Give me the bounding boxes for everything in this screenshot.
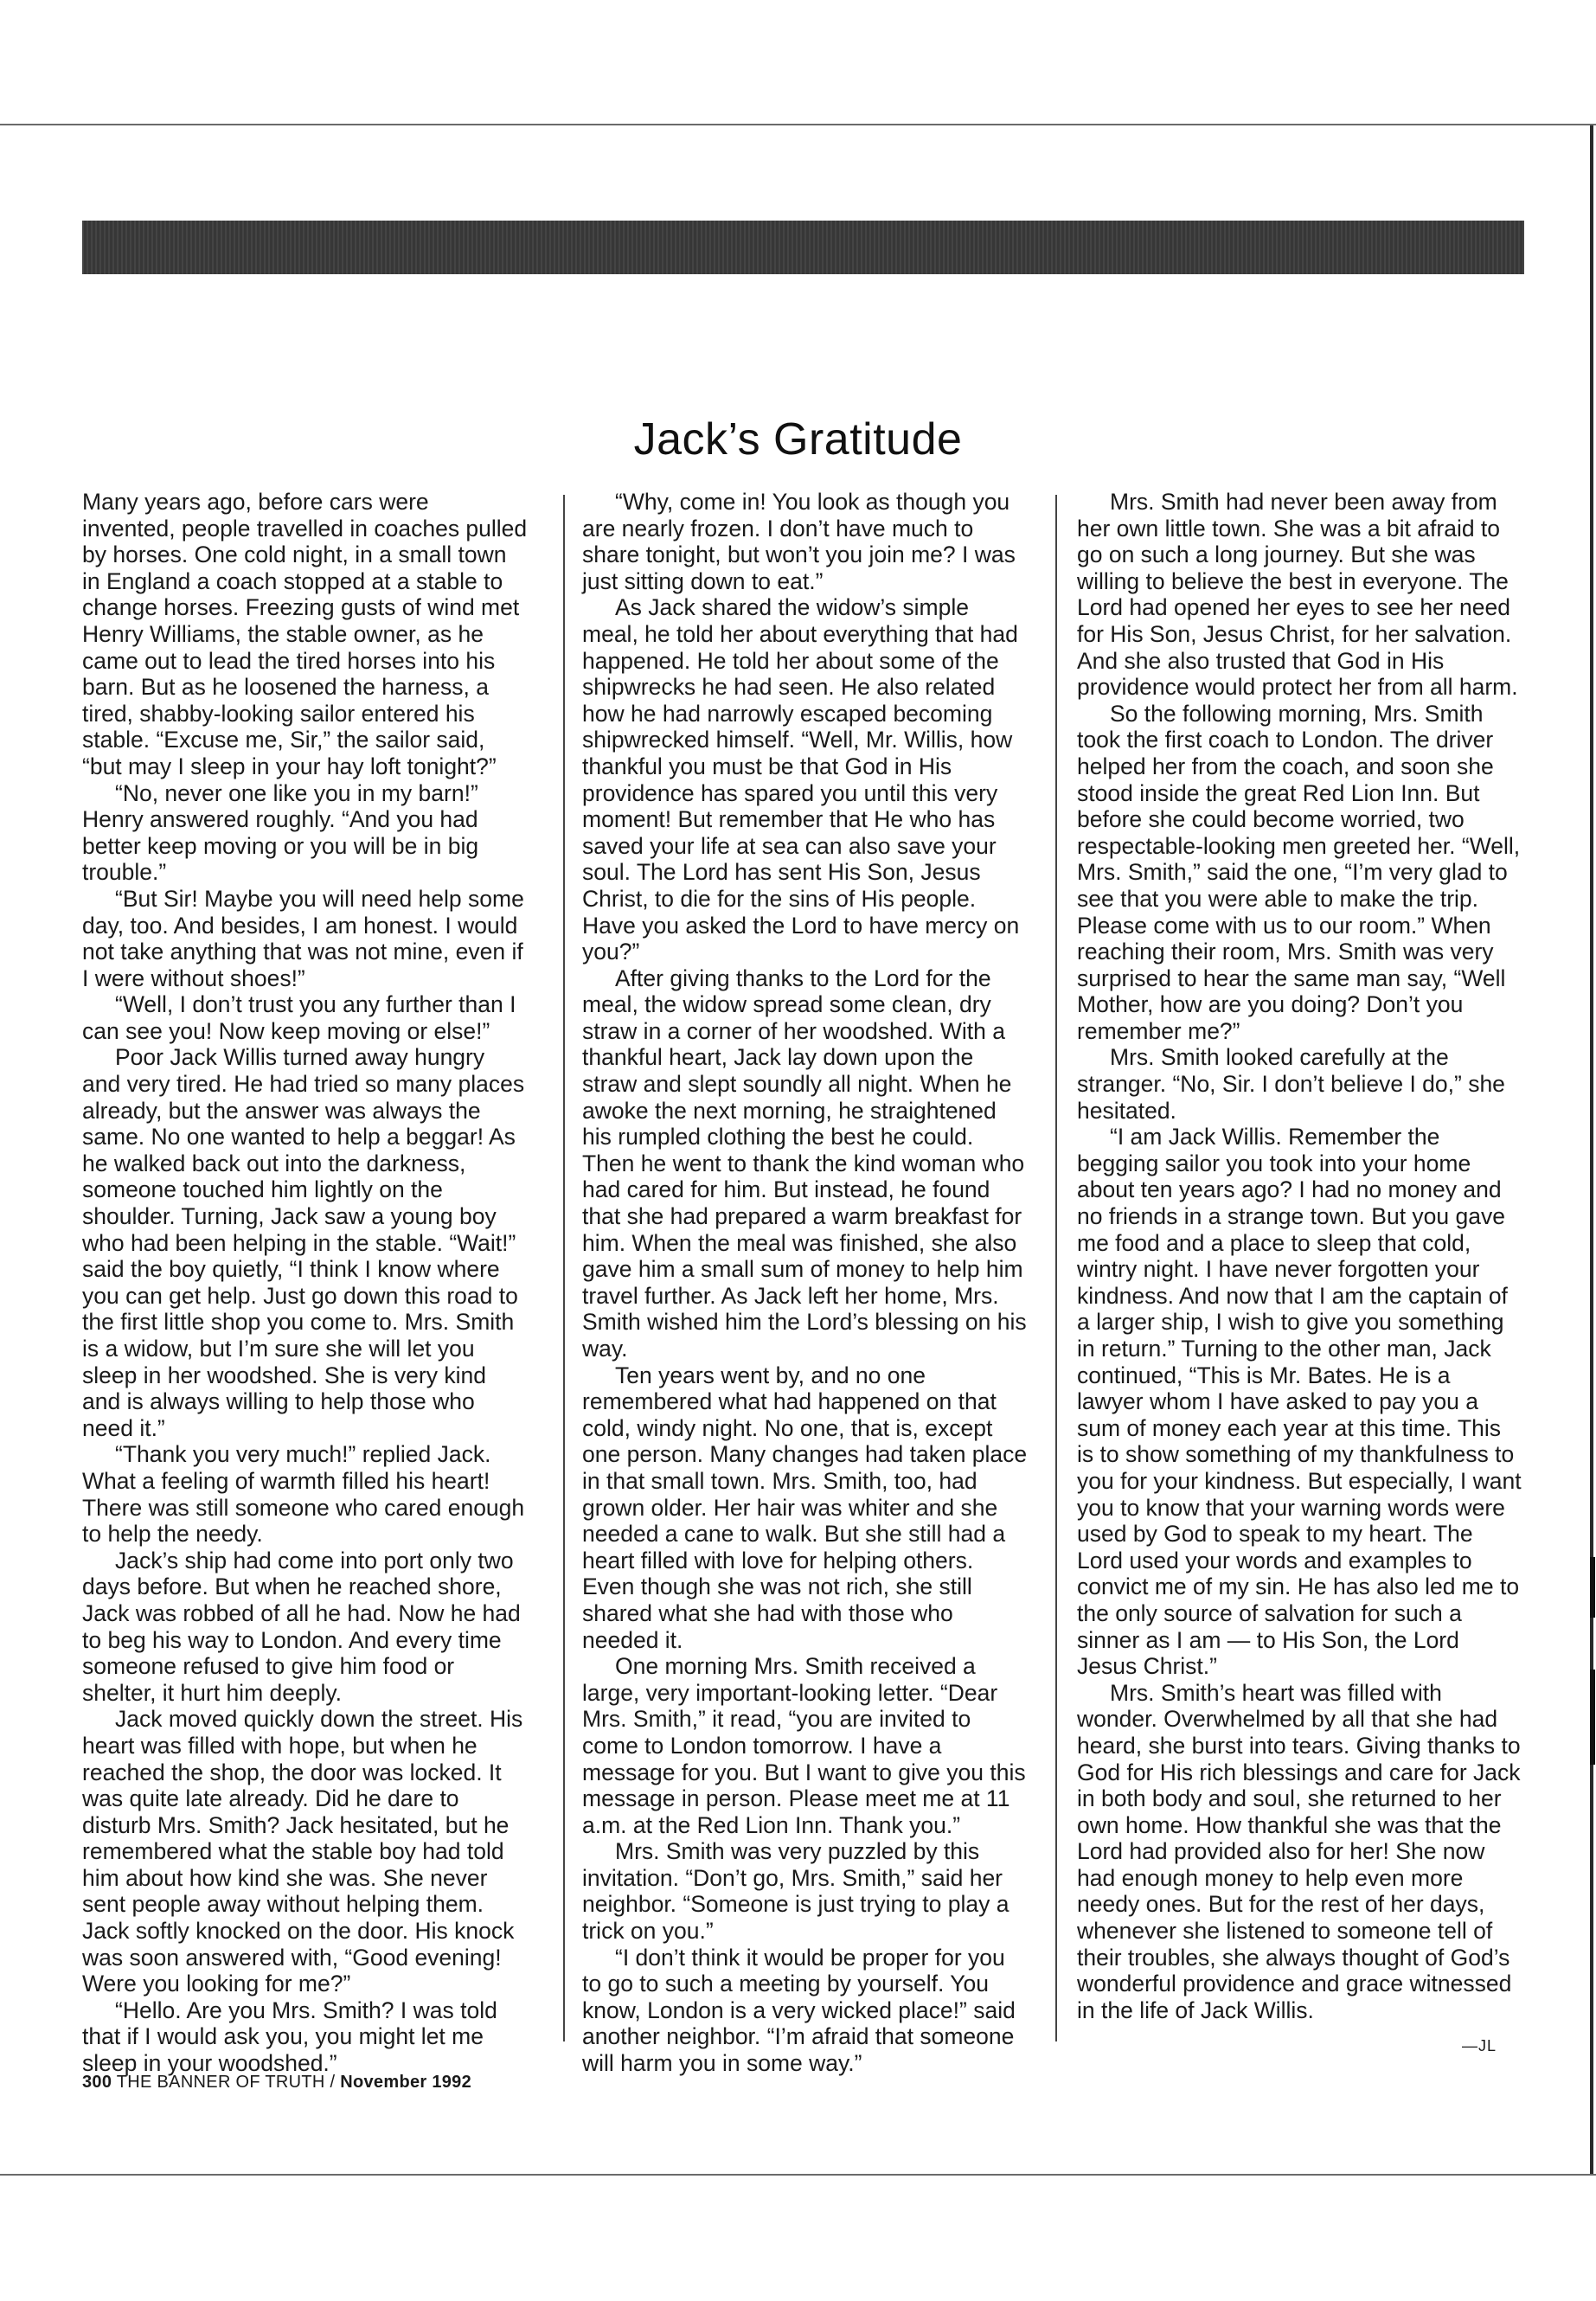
paragraph: “But Sir! Maybe you will need help some day, too. And besides, I am honest. I would not take anything that was not mine, even if I were without shoes!” [82, 885, 524, 991]
column-divider [563, 495, 565, 2041]
page-number: 300 [82, 2073, 112, 2092]
author-signature: —JL [1462, 2037, 1497, 2054]
paragraph: “Hello. Are you Mrs. Smith? I was told that if I would ask you, you might let me sleep in your woodshed.” [82, 1997, 497, 2077]
column-divider [1055, 495, 1057, 2041]
page-footer [82, 2073, 471, 2093]
paragraph: “Well, I don’t trust you any further than I can see you! Now keep moving or else!” [82, 991, 516, 1044]
issue-date: November 1992 [340, 2073, 472, 2092]
header-band [82, 221, 1524, 274]
paragraph: “No, never one like you in my barn!” Henry answered roughly. “And you had better keep moving or you will be in big trouble.” [82, 779, 479, 886]
magazine-name: THE BANNER OF TRUTH / [116, 2073, 336, 2092]
page-bottom-border [0, 2174, 1596, 2176]
paragraph: So the following morning, Mrs. Smith took the first coach to London. The driver helped her from the coach, and soon she stood inside the great Red Lion Inn. But before she could become worried, two respectable-looking men greeted her. “Well, Mrs. Smith,” said the one, “I’m very glad to see that you were able to make the trip. Please come with us to our room.” When reaching their room, Mrs. Smith was very surprised to hear the same man say, “Well Mother, how are you doing? Don’t you remember me?” [1077, 700, 1521, 1044]
paragraph: Ten years went by, and no one remembered what had happened on that cold, windy night. No one, that is, except one person. Many changes had taken place in that small town. Mrs. Smith, too, had grown older. Her hair was whiter and she needed a cane to walk. But she still had a heart filled with love for helping others. Even though she was not rich, she still shared what she had with those who needed it. [582, 1362, 1028, 1653]
paragraph: Mrs. Smith’s heart was filled with wonder. Overwhelmed by all that she had heard, she burst into tears. Giving thanks to God for His rich blessings and care for Jack in both body and soul, she returned to her own home. How thankful she was that the Lord had provided also for her! She now had enough money to help even more needy ones. But for the rest of her days, whenever she listened to someone tell of their troubles, she always thought of God’s wonderful providence and grace witnessed in the life of Jack Willis. [1077, 1679, 1521, 2023]
paragraph: Jack moved quickly down the street. His heart was filled with hope, but when he reached the shop, the door was locked. It was quite late already. Did he dare to disturb Mrs. Smith? Jack hesitated, but he remembered what the stable boy had told him about how kind she was. She never sent people away without helping them. Jack softly knocked on the door. His knock was soon answered with, “Good evening! Were you looking for me?” [82, 1706, 523, 1997]
page-top-border [0, 124, 1596, 125]
paragraph: “Why, come in! You look as though you are nearly frozen. I don’t have much to share tonight, but won’t you join me? I was just sitting down to eat.” [582, 489, 1016, 594]
paragraph: One morning Mrs. Smith received a large, very important-looking letter. “Dear Mrs. Smith,” it read, “you are invited to come to London tomorrow. I have a message for you. But I want to give you this message in person. Please meet me at 11 a.m. at the Red Lion Inn. Thank you.” [582, 1653, 1026, 1838]
article-title: Jack’s Gratitude [633, 414, 963, 465]
paragraph: As Jack shared the widow’s simple meal, he told her about everything that had happened. He told her about some of the shipwrecks he had seen. He also related how he had narrowly escaped becoming shipwrecked himself. “Well, Mr. Willis, how thankful you must be that God in His providence has spared you until this very moment! But remember that He who has saved your life at sea can also save your soul. The Lord has sent His Son, Jesus Christ, to die for the sins of His people. Have you asked the Lord to have mercy on you?” [582, 594, 1020, 965]
scan-margin-mark [1590, 1670, 1595, 1765]
paragraph: After giving thanks to the Lord for the meal, the widow spread some clean, dry straw in a corner of her woodshed. With a thankful heart, Jack lay down upon the straw and slept soundly all night. When he awoke the next morning, he straightened his rumpled clothing the best he could. Then he went to thank the kind woman who had cared for him. But instead, he found that she had prepared a warm breakfast for him. When the meal was finished, she also gave him a small sum of money to help him travel further. As Jack left her home, Mrs. Smith wished him the Lord’s blessing on his way. [582, 965, 1027, 1362]
paragraph: Jack’s ship had come into port only two days before. But when he reached shore, Jack was robbed of all he had. Now he had to beg his way to London. And every time someone refused to give him food or shelter, it hurt him deeply. [82, 1547, 521, 1706]
article-column-3 [1077, 489, 1522, 2023]
paragraph: “I don’t think it would be proper for you to go to such a meeting by yourself. You know, London is a very wicked place!” said another neighbor. “I’m afraid that someone will harm you in some way.” [582, 1944, 1016, 2077]
paragraph: Poor Jack Willis turned away hungry and very tired. He had tried so many places already, but the answer was always the same. No one wanted to help a beggar! As he walked back out into the darkness, someone touched him lightly on the shoulder. Turning, Jack saw a young boy who had been helping in the stable. “Wait!” said the boy quietly, “I think I know where you can get help. Just go down this road to the first little shop you come to. Mrs. Smith is a widow, but I’m sure she will let you sleep in her woodshed. She is very kind and is always willing to help those who need it.” [82, 1044, 525, 1441]
paragraph: Mrs. Smith had never been away from her own little town. She was a bit afraid to go on such a long journey. But she was willing to believe the best in everyone. The Lord had opened her eyes to see her need for His Son, Jesus Christ, for her salvation. And she also trusted that God in His providence would protect her from all harm. [1077, 489, 1518, 701]
page-right-edge [1590, 125, 1593, 2174]
paragraph: Many years ago, before cars were invented, people travelled in coaches pulled by horses. One cold night, in a small town in England a coach stopped at a stable to change horses. Freezing gusts of wind met Henry Williams, the stable owner, as he came out to lead the tired horses into his barn. But as he loosened the harness, a tired, shabby-looking sailor entered his stable. “Excuse me, Sir,” the sailor said, “but may I sleep in your hay loft tonight?” [82, 489, 528, 779]
scan-margin-mark [1590, 1557, 1595, 1618]
article-column-2 [582, 489, 1028, 2077]
paragraph: Mrs. Smith looked carefully at the stranger. “No, Sir. I don’t believe I do,” she hesitated. [1077, 1044, 1505, 1124]
paragraph: “Thank you very much!” replied Jack. What a feeling of warmth filled his heart! There was still someone who cared enough to help the needy. [82, 1441, 525, 1548]
paragraph: Mrs. Smith was very puzzled by this invitation. “Don’t go, Mrs. Smith,” said her neighbor. “Someone is just trying to play a trick on you.” [582, 1838, 1010, 1945]
paragraph: “I am Jack Willis. Remember the begging sailor you took into your home about ten years ago? I had no money and no friends in a strange town. But you gave me food and a place to sleep that cold, wintry night. I have never forgotten your kindness. And now that I am the captain of a larger ship, I wish to give you something in return.” Turning to the other man, Jack continued, “This is Mr. Bates. He is a lawyer whom I have asked to pay you a sum of money each year at this time. This is to show something of my thankfulness to you for your kindness. But especially, I want you to know that your warning words were used by God to speak to my heart. The Lord used your words and examples to convict me of my sin. He has also led me to the only source of salvation for such a sinner as I am — to His Son, the Lord Jesus Christ.” [1077, 1124, 1522, 1680]
article-column-1 [82, 489, 528, 2077]
